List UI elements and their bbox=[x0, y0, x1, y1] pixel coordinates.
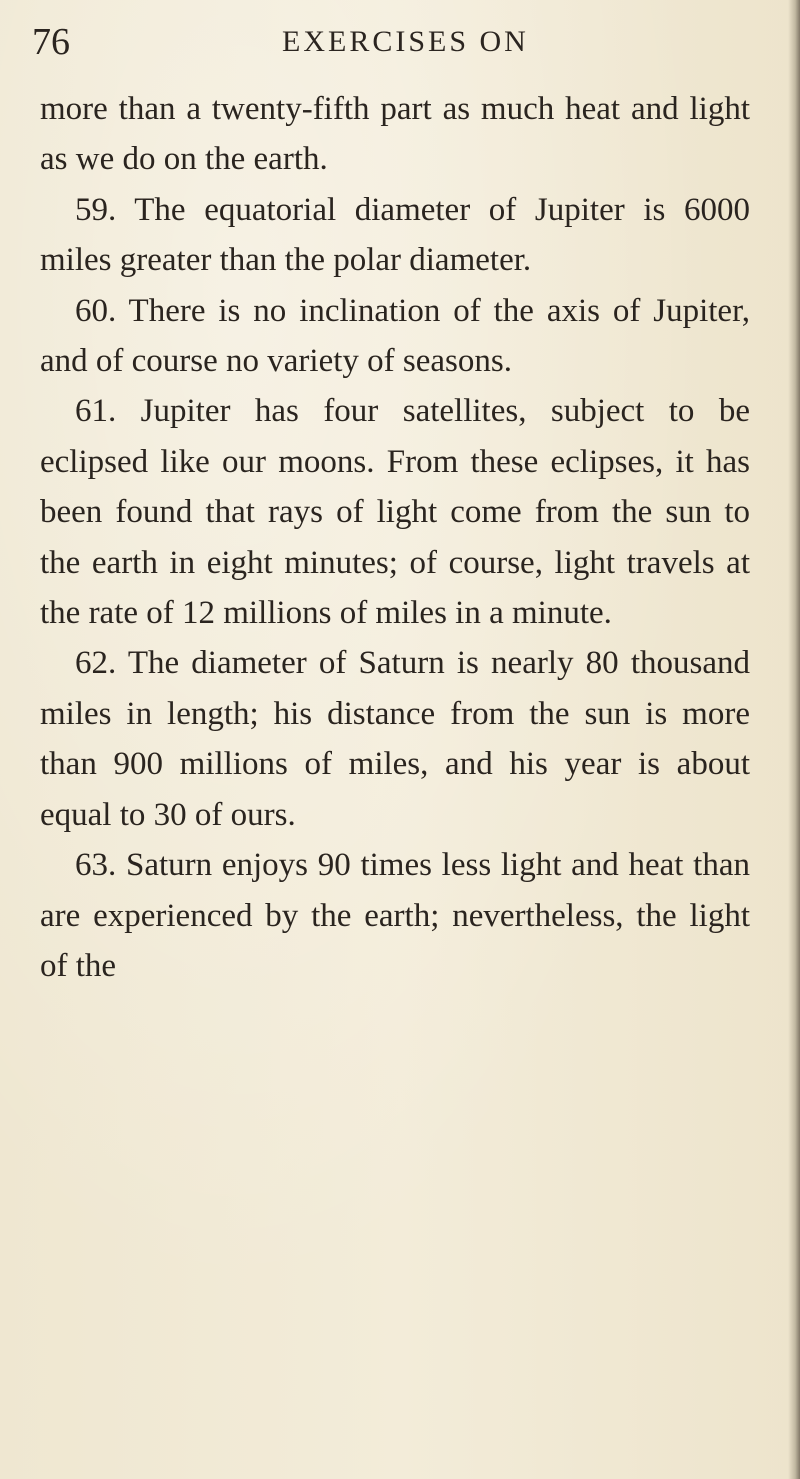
paragraph-60: 60. There is no inclination of the axis of Jupiter, and of course no variety of seasons. bbox=[40, 292, 750, 380]
page-number: 76 bbox=[32, 21, 70, 63]
page-header bbox=[32, 20, 732, 64]
page-edge-shadow bbox=[788, 0, 800, 1479]
paragraph-59: 59. The equatorial diameter of Jupiter is 6000 miles greater than the polar diameter. bbox=[40, 191, 750, 279]
paragraph-63: 63. Saturn enjoys 90 times less light and heat than are experienced by the earth; nevertheless, the light of the bbox=[40, 847, 750, 984]
paragraph-62: 62. The diameter of Saturn is nearly 80 thousand miles in length; his distance from the sun is more than 900 millions of miles, and his year is about equal to 30 of ours. bbox=[40, 645, 750, 833]
paragraph-61: 61. Jupiter has four satellites, subject to be eclipsed like our moons. From these eclipses, it has been found that rays of light come from the sun to the earth in eight minutes; of course, light travels at the rate of 12 millions of miles in a minute. bbox=[40, 393, 750, 632]
body-text bbox=[40, 84, 750, 991]
running-head: EXERCISES ON bbox=[282, 25, 529, 58]
paragraph-continued: more than a twenty-fifth part as much heat and light as we do on the earth. bbox=[40, 91, 750, 178]
